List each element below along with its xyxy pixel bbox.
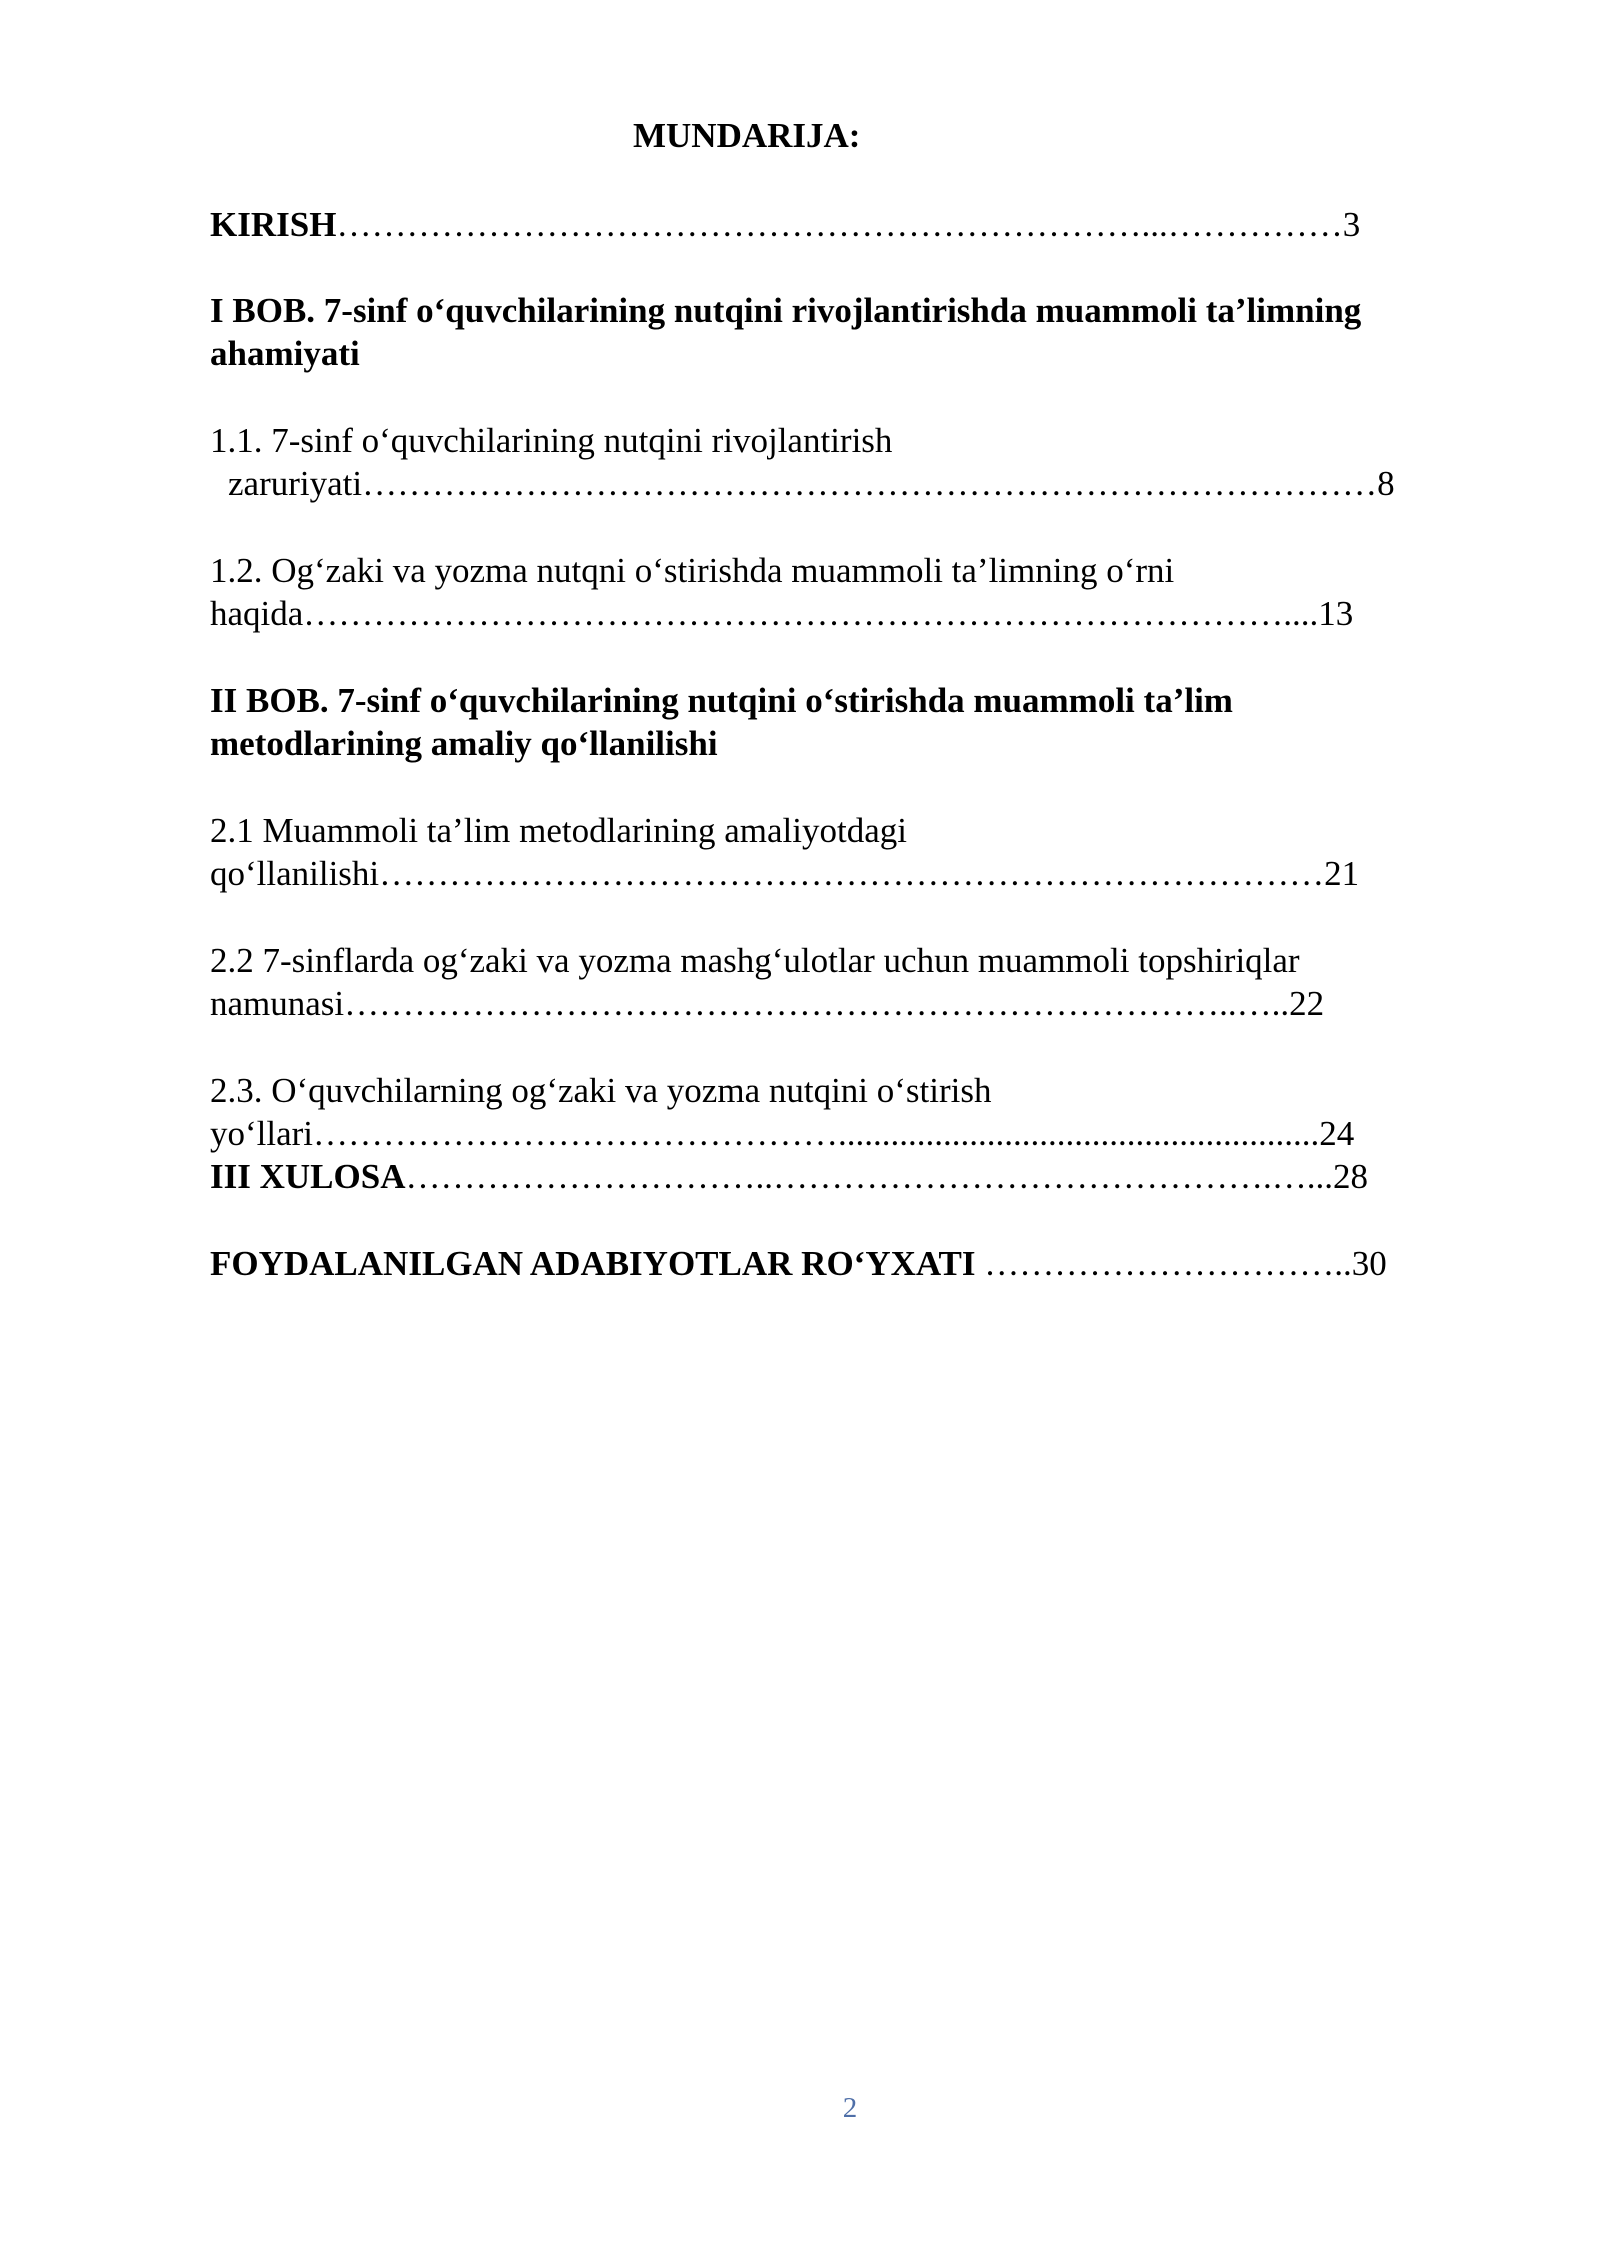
toc-page-number: 21 [1324, 854, 1360, 893]
page-number: 2 [842, 2092, 858, 2124]
toc-chapter-title-line-2: metodlarining amaliy qo‘llanilishi [210, 724, 718, 763]
toc-entry-conclusion[interactable] [210, 1155, 1482, 1198]
toc-chapter-title-line-1: II BOB. 7-sinf o‘quvchilarining nutqini o‘stirishda muammoli ta’lim [210, 681, 1233, 720]
toc-page-number: 8 [1377, 464, 1395, 503]
toc-leader-dots: ……………………………………………………………...…………… [336, 205, 1343, 244]
toc-entry-title-cont: qo‘llanilishi [210, 854, 380, 893]
toc-chapter-1[interactable] [210, 289, 1482, 375]
toc-entry-1-1[interactable] [210, 419, 1482, 505]
toc-leader-dots: …………………………………………………………………..….. [344, 984, 1290, 1023]
toc-chapter-title-line-1: I BOB. 7-sinf o‘quvchilarining nutqini rivojlantirishda muammoli ta’limning [210, 291, 1362, 330]
toc-entry-label: FOYDALANILGAN ADABIYOTLAR RO‘YXATI [210, 1244, 976, 1283]
toc-entry-title: 2.3. O‘quvchilarning og‘zaki va yozma nutqini o‘stirish [210, 1071, 992, 1110]
toc-entry-references[interactable] [210, 1242, 1482, 1285]
toc-entry-kirish[interactable] [210, 203, 1482, 246]
toc-entry-title-cont: namunasi [210, 984, 345, 1023]
toc-page-number: 24 [1319, 1114, 1355, 1153]
toc-entry-title-cont: zaruriyati [228, 464, 363, 503]
toc-entry-title: 1.1. 7-sinf o‘quvchilarining nutqini rivojlantirish [210, 421, 893, 460]
toc-entry-2-1[interactable] [210, 809, 1482, 895]
toc-entry-title-cont: yo‘llari [210, 1114, 314, 1153]
toc-page-number: 30 [1351, 1244, 1387, 1283]
toc-entry-label: KIRISH [210, 205, 337, 244]
toc-page-number: 28 [1332, 1157, 1368, 1196]
toc-leader-dots: ……………………………………………………………………… [379, 854, 1325, 893]
toc-entry-2-2[interactable] [210, 939, 1482, 1025]
toc-entry-label: III XULOSA [210, 1157, 406, 1196]
toc-entry-title: 2.2 7-sinflarda og‘zaki va yozma mashg‘ulotlar uchun muammoli topshiriqlar [210, 941, 1300, 980]
toc-entry-title-cont: haqida [210, 594, 304, 633]
toc-leader-dots: ………………………….. [975, 1244, 1352, 1283]
toc-entry-2-3[interactable] [210, 1069, 1482, 1155]
toc-title: MUNDARIJA: [633, 116, 861, 155]
toc-leader-dots: ………………………………………………………………………….... [303, 594, 1319, 633]
toc-leader-dots: …………………………..…………………………………….…... [405, 1157, 1333, 1196]
toc-page-number: 3 [1342, 205, 1361, 244]
toc-page-number: 22 [1289, 984, 1325, 1023]
toc-page-number: 13 [1318, 594, 1354, 633]
toc-leader-dots: …………………………………………………………………………… [362, 464, 1378, 503]
toc-entry-title: 1.2. Og‘zaki va yozma nutqni o‘stirishda muammoli ta’limning o‘rni [210, 551, 1175, 590]
toc-entry-1-2[interactable] [210, 549, 1482, 635]
toc-entry-title: 2.1 Muammoli ta’lim metodlarining amaliyotdagi [210, 811, 907, 850]
toc-chapter-2[interactable] [210, 679, 1482, 765]
toc-leader-dots: ………………………………………....................................................... [313, 1114, 1320, 1153]
toc-chapter-title-line-2: ahamiyati [210, 334, 360, 373]
